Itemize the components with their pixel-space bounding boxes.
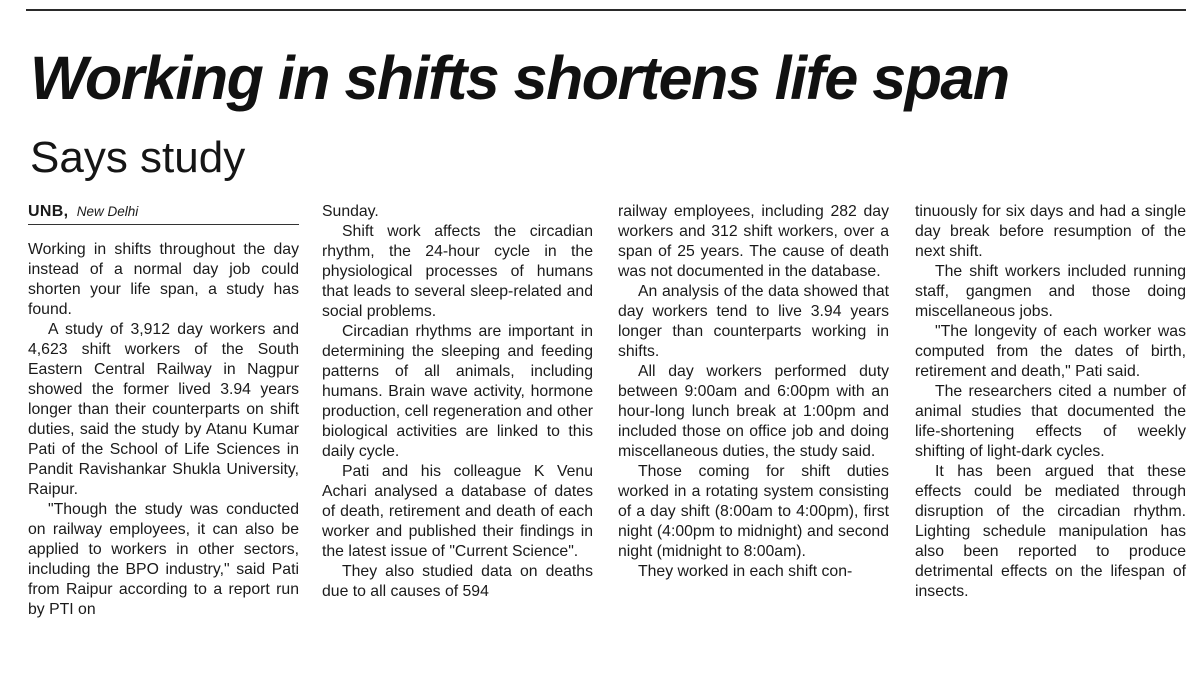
paragraph: tinuously for six days and had a single day break before resumption of the next shift.: [915, 203, 1186, 260]
byline: [28, 202, 299, 225]
paragraph: Working in shifts throughout the day instead of a normal day job could shorten your life span, a study has found.: [28, 241, 299, 318]
paragraph: Those coming for shift duties worked in a rotating system consisting of a day shift (8:00am to 4:00pm), first night (4:00pm to midnight) and second night (midnight to 8:00am).: [618, 463, 889, 560]
top-rule: [26, 9, 1186, 11]
paragraph: "The longevity of each worker was computed from the dates of birth, retirement and death," Pati said.: [915, 323, 1186, 380]
byline-location: New Delhi: [76, 204, 139, 219]
paragraph: The researchers cited a number of animal studies that documented the life-shortening effects of weekly shifting of light-dark cycles.: [915, 383, 1186, 460]
headline: Working in shifts shortens life span: [30, 44, 1009, 112]
article-column-3: [618, 202, 889, 582]
paragraph: An analysis of the data showed that day workers tend to live 3.94 years longer than counterparts working in shifts.: [618, 283, 889, 360]
paragraph: A study of 3,912 day workers and 4,623 shift workers of the South Eastern Central Railway in Nagpur showed the former lived 3.94 years longer than their counterparts on shift duties, said the study by Atanu Kumar Pati of the School of Life Sciences in Pandit Ravishankar Shukla University, Raipur.: [28, 321, 299, 498]
paragraph: It has been argued that these effects could be mediated through disruption of the circadian rhythm. Lighting schedule manipulation has also been reported to produce detrimental effects on the lifespan of insects.: [915, 463, 1186, 600]
paragraph: They worked in each shift con-: [638, 563, 853, 580]
byline-agency: UNB,: [28, 203, 69, 220]
article-column-4: [915, 202, 1186, 602]
paragraph: "Though the study was conducted on railway employees, it can also be applied to workers in other sectors, including the BPO industry," said Pati from Raipur according to a report run by PTI on: [28, 501, 299, 618]
paragraph: Pati and his colleague K Venu Achari analysed a database of dates of death, retirement and death of each worker and published their findings in the latest issue of "Current Science".: [322, 463, 593, 560]
paragraph: Shift work affects the circadian rhythm, the 24-hour cycle in the physiological processes of humans that leads to several sleep-related and social problems.: [322, 223, 593, 320]
paragraph: railway employees, including 282 day workers and 312 shift workers, over a span of 25 years. The cause of death was not documented in the database.: [618, 203, 889, 280]
article-column-2: [322, 202, 593, 602]
subheadline: Says study: [30, 133, 246, 182]
paragraph: The shift workers included running staff, gangmen and those doing miscellaneous jobs.: [915, 263, 1186, 320]
paragraph: Sunday.: [322, 203, 379, 220]
paragraph: They also studied data on deaths due to all causes of 594: [322, 563, 593, 600]
article-column-1: [28, 202, 299, 620]
paragraph: Circadian rhythms are important in determining the sleeping and feeding patterns of all animals, including humans. Brain wave activity, hormone production, cell regeneration and other biological activities are linked to this daily cycle.: [322, 323, 593, 460]
paragraph: All day workers performed duty between 9:00am and 6:00pm with an hour-long lunch break at 1:00pm and included those on office job and doing miscellaneous duties, the study said.: [618, 363, 889, 460]
